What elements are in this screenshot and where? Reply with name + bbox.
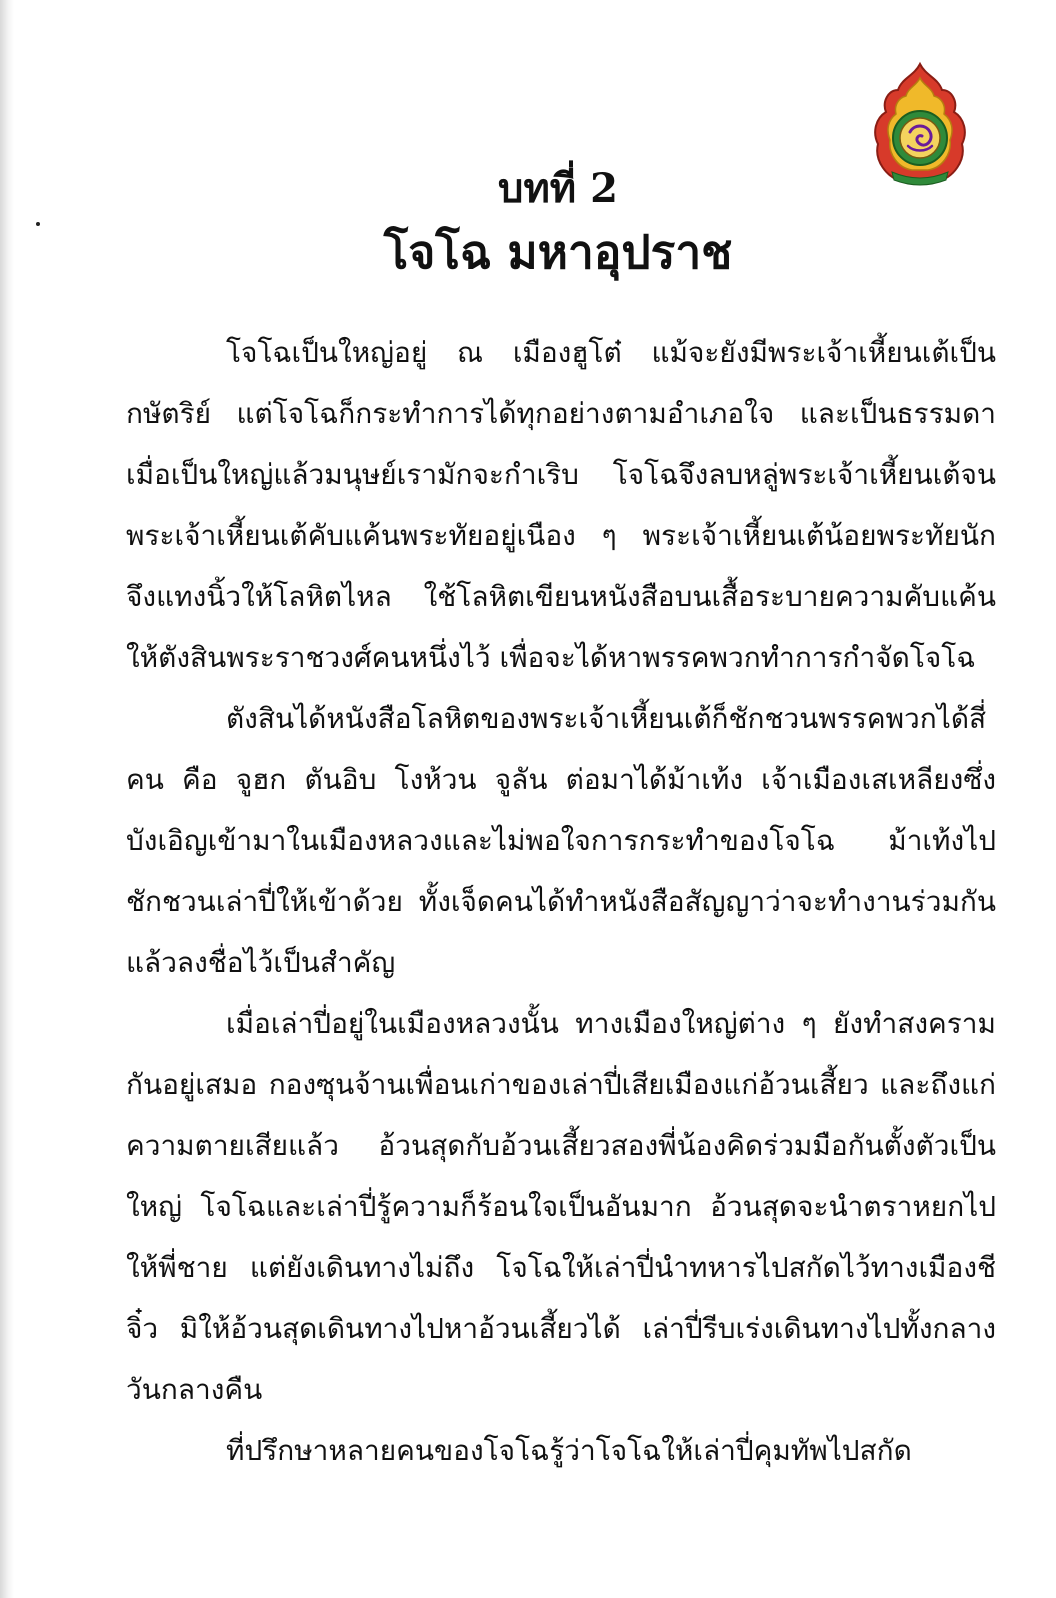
chapter-label: บทที่ 2: [498, 165, 618, 212]
paragraph-1: โจโฉเป็นใหญ่อยู่ ณ เมืองฮูโต๋ แม้จะยังมีพระเจ้าเหี้ยนเต้เป็นกษัตริย์ แต่โจโฉก็กระทำการได้ทุกอย่างตามอำเภอใจ และเป็นธรรมดาเมื่อเป็นใหญ่แล้วมนุษย์เรามักจะกำเริบ โจโฉจึงลบหลู่พระเจ้าเหี้ยนเต้จนพระเจ้าเหี้ยนเต้คับแค้นพระทัยอยู่เนือง ๆ พระเจ้าเหี้ยนเต้น้อยพระทัยนัก จึงแทงนิ้วให้โลหิตไหล ใช้โลหิตเขียนหนังสือบนเสื้อระบายความคับแค้นให้ตังสินพระราชวงศ์คนหนึ่งไว้ เพื่อจะได้หาพรรคพวกทำการกำจัดโจโฉ: [126, 336, 996, 674]
chapter-heading: [0, 160, 1056, 286]
paragraph-2: ตังสินได้หนังสือโลหิตของพระเจ้าเหี้ยนเต้ก็ชักชวนพรรคพวกได้สี่คน คือ จูฮก ตันอิบ โงห้วน จูลัน ต่อมาได้ม้าเท้ง เจ้าเมืองเสเหลียงซึ่งบังเอิญเข้ามาในเมืองหลวงและไม่พอใจการกระทำของโจโฉ ม้าเท้งไปชักชวนเล่าปี่ให้เข้าด้วย ทั้งเจ็ดคนได้ทำหนังสือสัญญาว่าจะทำงานร่วมกัน แล้วลงชื่อไว้เป็นสำคัญ: [126, 702, 996, 979]
paragraph-4: ที่ปรึกษาหลายคนของโจโฉรู้ว่าโจโฉให้เล่าปี่คุมทัพไปสกัด: [226, 1434, 912, 1467]
chapter-title: โจโฉ มหาอุปราช: [383, 225, 733, 279]
chapter-body: [126, 322, 996, 1481]
paragraph-3: เมื่อเล่าปี่อยู่ในเมืองหลวงนั้น ทางเมืองใหญ่ต่าง ๆ ยังทำสงครามกันอยู่เสมอ กองซุนจ้านเพื่อนเก่าของเล่าปี่เสียเมืองแก่อ้วนเสี้ยว และถึงแก่ความตายเสียแล้ว อ้วนสุดกับอ้วนเสี้ยวสองพี่น้องคิดร่วมมือกันตั้งตัวเป็นใหญ่ โจโฉและเล่าปี่รู้ความก็ร้อนใจเป็นอันมาก อ้วนสุดจะนำตราหยกไปให้พี่ชาย แต่ยังเดินทางไม่ถึง โจโฉให้เล่าปี่นำทหารไปสกัดไว้ทางเมืองชีจิ๋ว มิให้อ้วนสุดเดินทางไปหาอ้วนเสี้ยวได้ เล่าปี่รีบเร่งเดินทางไปทั้งกลางวันกลางคืน: [126, 1007, 996, 1406]
